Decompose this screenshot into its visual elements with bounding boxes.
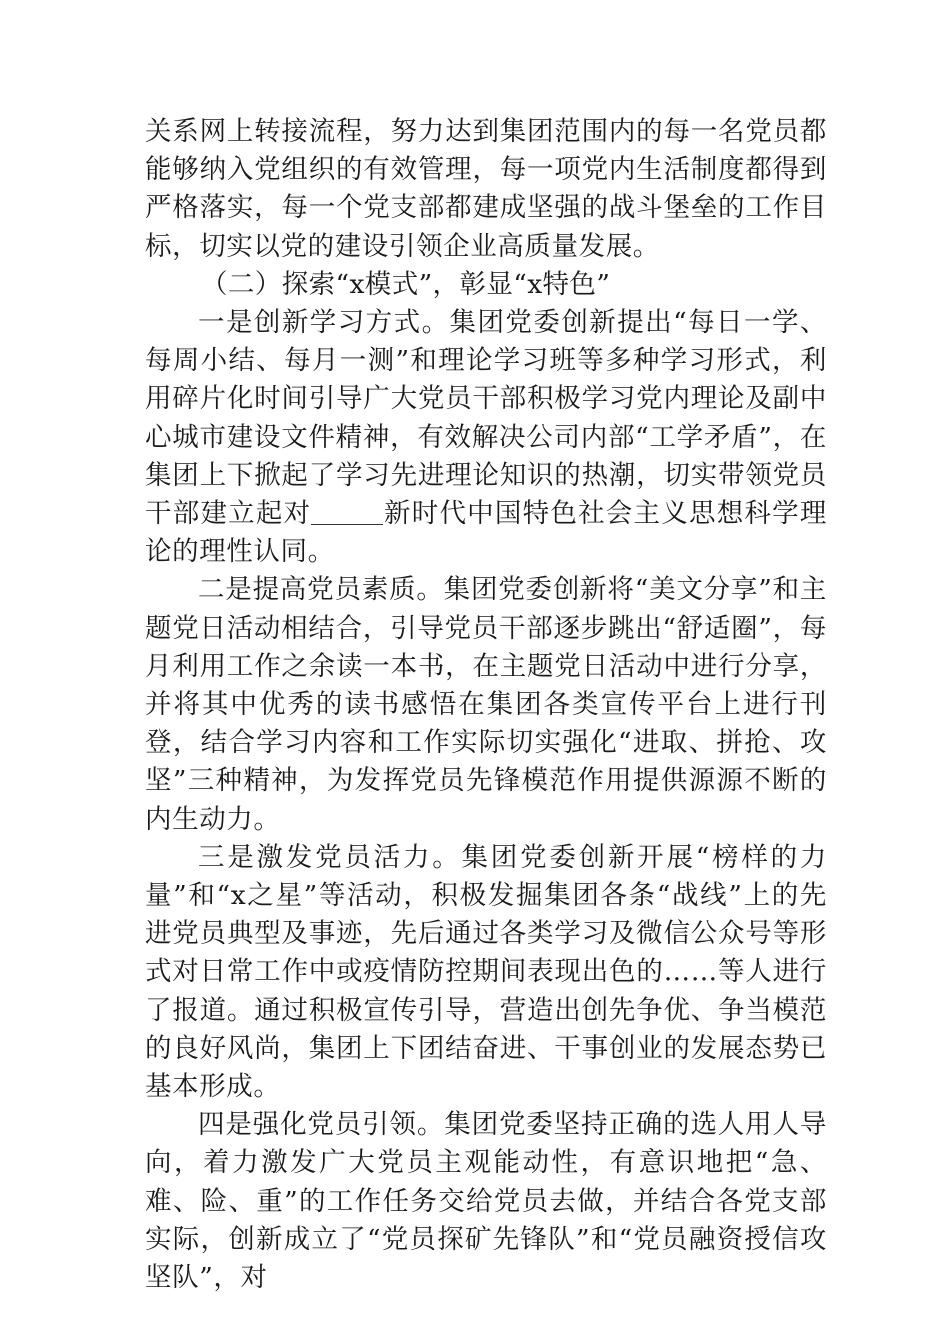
paragraph-member-vitality: 三是激发党员活力。集团党委创新开展“榜样的力量”和“x之星”等活动，积极发掘集团各条“战线”上的先进党员典型及事迹，先后通过各类学习及微信公众号等形式对日常工作中或疫情防控期间表现出色的……等人进行了报道。通过积极宣传引导，营造出创先争优、争当模范的良好风尚，集团上下团结奋进、干事创业的发展态势已基本形成。 — [145, 841, 827, 1103]
document-page — [145, 113, 827, 1297]
paragraph-text-before-blank: 一是创新学习方式。集团党委创新提出“每日一学、每周小结、每月一测”和理论学习班等多种学习形式，利用碎片化时间引导广大党员干部积极学习党内理论及副中心城市建设文件精神，有效解决公司内部“工学矛盾”，在集团上下掀起了学习先进理论知识的热潮，切实带领党员干部建立起对 — [145, 307, 827, 530]
section-heading: （二）探索“x模式”，彰显“x特色” — [201, 268, 611, 300]
paragraph-text-after-blank: 新时代中国特色社会主义思想科学理论的理性认同。 — [145, 498, 827, 568]
paragraph-member-quality: 二是提高党员素质。集团党委创新将“美文分享”和主题党日活动相结合，引导党员干部逐步跳出“舒适圈”，每月利用工作之余读一本书，在主题党日活动中进行分享，并将其中优秀的读书感悟在集团各类宣传平台上进行刊登，结合学习内容和工作实际切实强化“进取、拼抢、攻坚”三种精神，为发挥党员先锋模范作用提供源源不断的内生动力。 — [145, 574, 827, 835]
fill-in-blank-underline — [311, 498, 383, 526]
paragraph-member-leadership: 四是强化党员引领。集团党委坚持正确的选人用人导向，着力激发广大党员主观能动性，有意识地把“急、难、险、重”的工作任务交给党员去做，并结合各党支部实际，创新成立了“党员探矿先锋队”和“党员融资授信攻坚队”，对 — [145, 1109, 827, 1294]
paragraph-continuation: 关系网上转接流程，努力达到集团范围内的每一名党员都能够纳入党组织的有效管理，每一项党内生活制度都得到严格落实，每一个党支部都建成坚强的战斗堡垒的工作目标，切实以党的建设引领企业高质量发展。 — [145, 116, 827, 262]
paragraph-learning-methods — [145, 304, 827, 571]
